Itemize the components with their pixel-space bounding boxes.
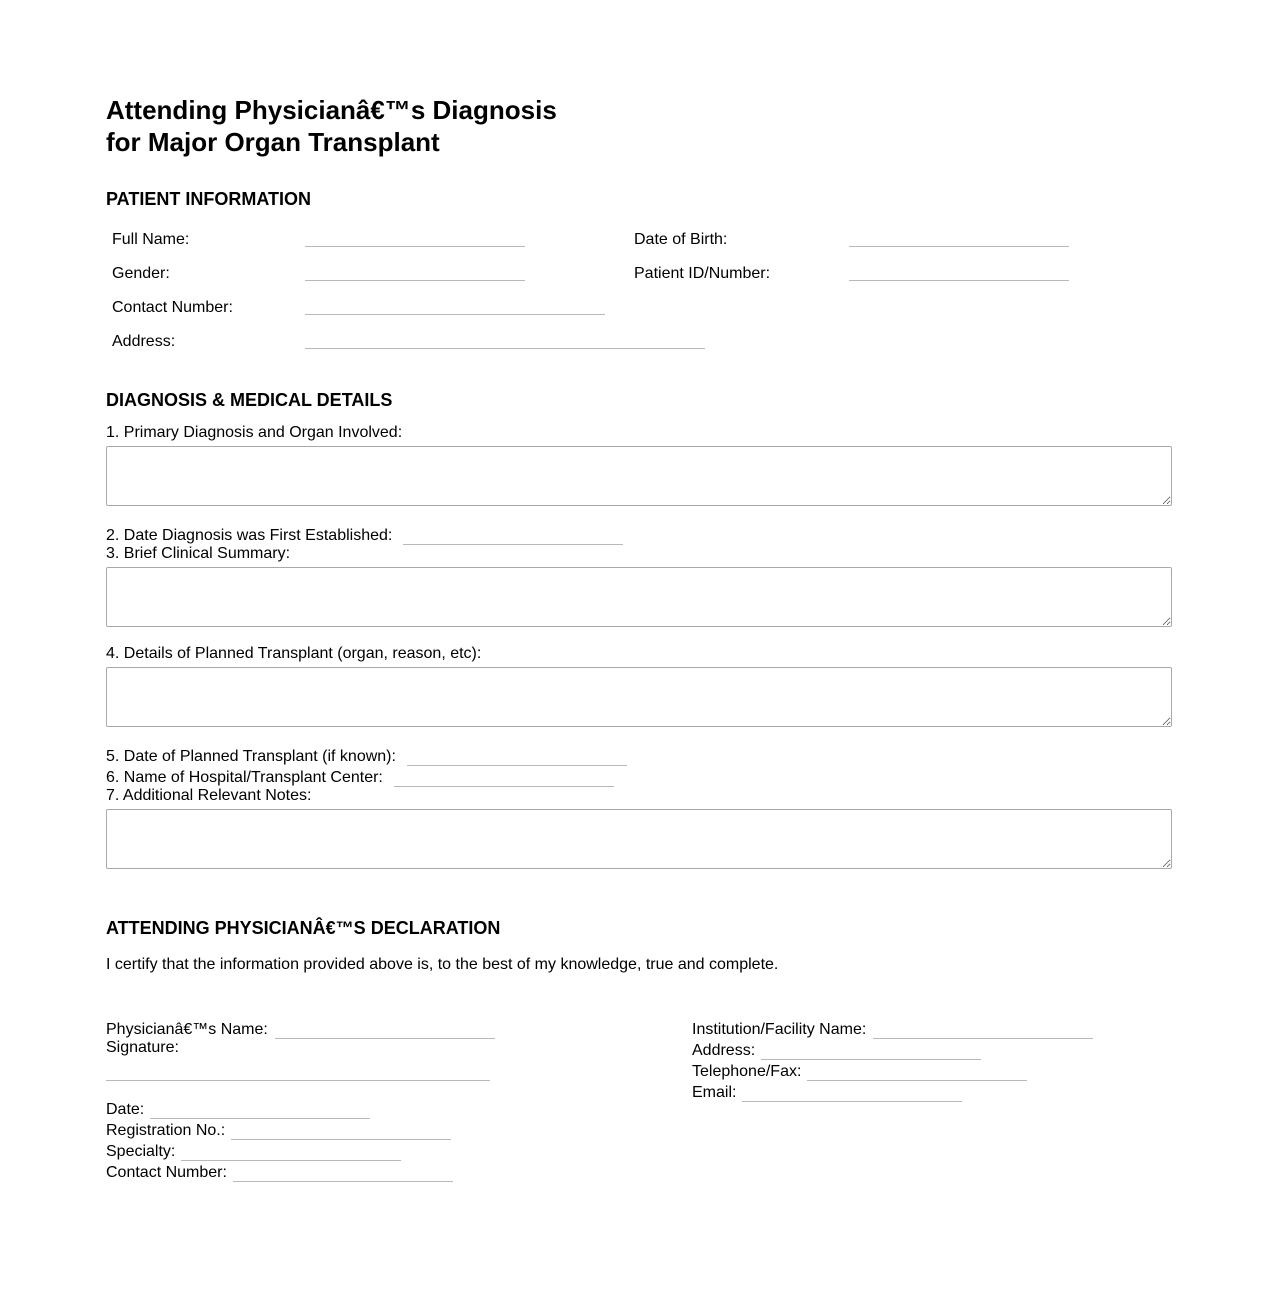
gender-input[interactable]: [305, 262, 525, 281]
registration-no-label-text: Registration No.:: [106, 1122, 226, 1139]
telephone-fax-label: [692, 1063, 1027, 1081]
institution-input[interactable]: [873, 1026, 1093, 1039]
registration-no-label: [106, 1122, 451, 1140]
full-name-label: Full Name:: [112, 231, 190, 248]
form-title-line-1: Attending Physicianâ€™s Diagnosis: [106, 95, 557, 125]
contact-number-input[interactable]: [305, 296, 605, 315]
gender-label: Gender:: [112, 265, 170, 282]
hospital-name-input[interactable]: [394, 774, 614, 787]
clinical-summary-label: 3. Brief Clinical Summary:: [106, 545, 291, 562]
email-label: [692, 1084, 962, 1102]
date-of-birth-input[interactable]: [849, 228, 1069, 247]
institution-address-label: [692, 1042, 981, 1060]
signature-label: Signature:: [106, 1039, 179, 1056]
date-of-birth-label: Date of Birth:: [634, 231, 728, 248]
planned-transplant-date-input[interactable]: [407, 753, 627, 766]
physician-name-label-text: Physicianâ€™s Name:: [106, 1021, 268, 1038]
patient-id-input[interactable]: [849, 262, 1069, 281]
hospital-name-label-text: 6. Name of Hospital/Transplant Center:: [106, 769, 383, 786]
diagnosis-date-label-text: 2. Date Diagnosis was First Established:: [106, 527, 393, 544]
form-title: [106, 94, 557, 158]
institution-label: [692, 1021, 1093, 1039]
physician-name-label: [106, 1021, 495, 1039]
planned-transplant-date-label: [106, 748, 627, 766]
planned-transplant-details-label: 4. Details of Planned Transplant (organ, reason, etc):: [106, 645, 482, 662]
specialty-label: [106, 1143, 401, 1161]
planned-transplant-date-label-text: 5. Date of Planned Transplant (if known):: [106, 748, 396, 765]
specialty-label-text: Specialty:: [106, 1143, 176, 1160]
additional-notes-label: 7. Additional Relevant Notes:: [106, 787, 312, 804]
telephone-fax-input[interactable]: [807, 1068, 1027, 1081]
address-label: Address:: [112, 333, 176, 350]
institution-address-input[interactable]: [761, 1047, 981, 1060]
physician-contact-number-label-text: Contact Number:: [106, 1164, 227, 1181]
physician-name-input[interactable]: [275, 1026, 495, 1039]
email-input[interactable]: [742, 1089, 962, 1102]
diagnosis-date-input[interactable]: [403, 532, 623, 545]
institution-label-text: Institution/Facility Name:: [692, 1021, 867, 1038]
address-input[interactable]: [305, 330, 705, 349]
planned-transplant-details-textarea[interactable]: [106, 667, 1172, 727]
patient-id-label: Patient ID/Number:: [634, 265, 771, 282]
date-label: [106, 1101, 370, 1119]
declaration-statement: I certify that the information provided above is, to the best of my knowledge, true and complete.: [106, 956, 779, 973]
declaration-heading: ATTENDING PHYSICIANÂ€™S DECLARATION: [106, 918, 501, 938]
patient-information-heading: PATIENT INFORMATION: [106, 189, 311, 209]
registration-no-input[interactable]: [231, 1127, 451, 1140]
hospital-name-label: [106, 769, 614, 787]
form-title-line-2: for Major Organ Transplant: [106, 127, 440, 157]
date-label-text: Date:: [106, 1101, 145, 1118]
full-name-input[interactable]: [305, 228, 525, 247]
date-input[interactable]: [150, 1106, 370, 1119]
primary-diagnosis-textarea[interactable]: [106, 446, 1172, 506]
clinical-summary-textarea[interactable]: [106, 567, 1172, 627]
contact-number-label: Contact Number:: [112, 299, 233, 316]
institution-address-label-text: Address:: [692, 1042, 756, 1059]
physician-contact-number-input[interactable]: [233, 1169, 453, 1182]
primary-diagnosis-label: 1. Primary Diagnosis and Organ Involved:: [106, 424, 403, 441]
email-label-text: Email:: [692, 1084, 737, 1101]
signature-input[interactable]: [106, 1064, 490, 1081]
specialty-input[interactable]: [181, 1148, 401, 1161]
telephone-fax-label-text: Telephone/Fax:: [692, 1063, 802, 1080]
diagnosis-date-label: [106, 527, 623, 545]
additional-notes-textarea[interactable]: [106, 809, 1172, 869]
diagnosis-heading: DIAGNOSIS & MEDICAL DETAILS: [106, 390, 393, 410]
physician-contact-number-label: [106, 1164, 453, 1182]
